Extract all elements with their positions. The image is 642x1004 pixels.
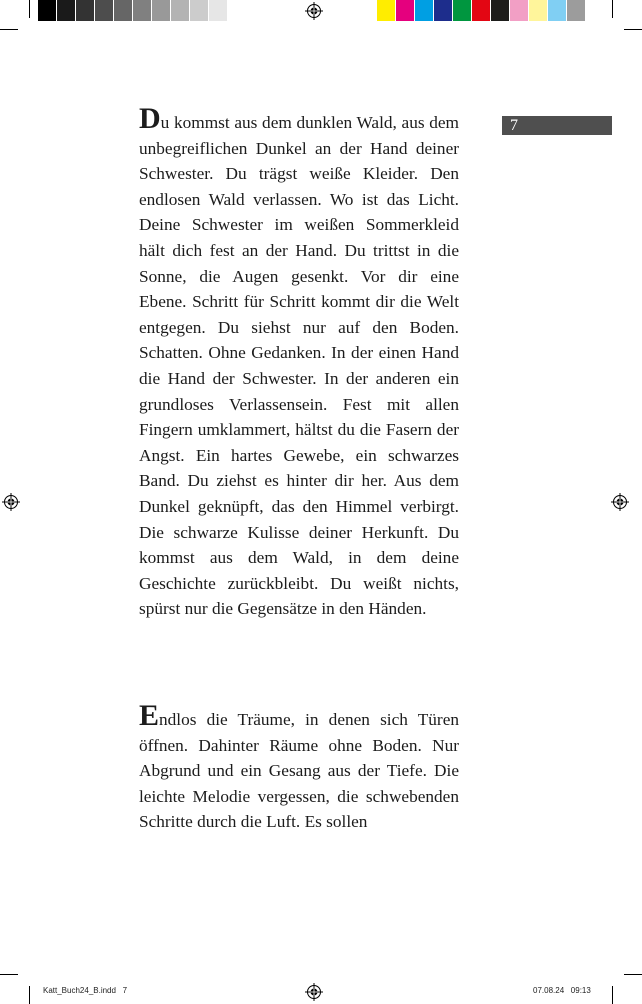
color-swatch bbox=[377, 0, 396, 21]
crop-mark-bottom-right-v bbox=[612, 986, 613, 1004]
color-swatch bbox=[510, 0, 529, 21]
gray-swatch bbox=[171, 0, 190, 21]
gray-swatch bbox=[114, 0, 133, 21]
gray-swatch bbox=[95, 0, 114, 21]
color-swatch bbox=[548, 0, 567, 21]
drop-initial: D bbox=[139, 102, 161, 135]
crop-mark-bottom-left-v bbox=[29, 986, 30, 1004]
registration-mark-bottom-icon bbox=[305, 983, 323, 1001]
color-swatch bbox=[396, 0, 415, 21]
color-swatch bbox=[472, 0, 491, 21]
slug-file-name: Katt_Buch24_B.indd 7 bbox=[43, 986, 128, 995]
gray-swatch bbox=[190, 0, 209, 21]
grayscale-color-bar bbox=[38, 0, 247, 21]
slug-date: 07.08.24 09:13 bbox=[533, 986, 591, 995]
gray-swatch bbox=[57, 0, 76, 21]
gray-swatch bbox=[228, 0, 247, 21]
crop-mark-top-right-h bbox=[624, 29, 642, 30]
color-swatch bbox=[529, 0, 548, 21]
process-color-bar bbox=[377, 0, 586, 21]
drop-initial: E bbox=[139, 699, 160, 732]
color-swatch bbox=[453, 0, 472, 21]
paragraph-text: ndlos die Träume, in denen sich Türen öffnen. Dahinter Räume ohne Boden. Nur Abgrund und ein Gesang aus der Tiefe. Die leichte Melodie vergessen, die schwebenden Schritte durch die Luft. Es sollen bbox=[139, 710, 459, 832]
crop-mark-top-left-h bbox=[0, 29, 18, 30]
gray-swatch bbox=[152, 0, 171, 21]
paragraph-1 bbox=[139, 102, 459, 622]
registration-mark-left-icon bbox=[2, 493, 20, 511]
registration-mark-right-icon bbox=[611, 493, 629, 511]
paragraph-text: u kommst aus dem dunklen Wald, aus dem unbegreiflichen Dunkel an der Hand deiner Schwester. Du trägst weiße Kleider. Den endlosen Wald verlassen. Wo ist das Licht. Deine Schwester im weißen Sommerkleid hält dich fest an der Hand. Du trittst in die Sonne, die Augen gesenkt. Vor dir eine Ebene. Schritt für Schritt kommt dir die Welt entgegen. Du siehst nur auf den Boden. Schatten. Ohne Gedanken. In der einen Hand die Hand der Schwester. In der anderen ein grundloses Verlassensein. Fest mit allen Fingern umklammert, hältst du die Fasern der Angst. Ein hartes Gewebe, ein schwarzes Band. Du ziehst es hinter dir her. Aus dem Dunkel geknüpft, das den Himmel verbirgt. Die schwarze Kulisse deiner Herkunft. Du kommst aus dem Wald, in dem deine Geschichte zurückbleibt. Du weißt nichts, spürst nur die Gegensätze in den Händen. bbox=[139, 113, 459, 619]
crop-mark-bottom-right-h bbox=[624, 974, 642, 975]
color-swatch bbox=[491, 0, 510, 21]
crop-mark-top-right-v bbox=[612, 0, 613, 18]
paragraph-2 bbox=[139, 699, 459, 835]
page-number: 7 bbox=[502, 116, 612, 135]
crop-mark-bottom-left-h bbox=[0, 974, 18, 975]
gray-swatch bbox=[209, 0, 228, 21]
gray-swatch bbox=[38, 0, 57, 21]
color-swatch bbox=[434, 0, 453, 21]
registration-mark-top-icon bbox=[305, 2, 323, 20]
crop-mark-top-left-v bbox=[29, 0, 30, 18]
gray-swatch bbox=[76, 0, 95, 21]
gray-swatch bbox=[133, 0, 152, 21]
color-swatch bbox=[415, 0, 434, 21]
color-swatch bbox=[567, 0, 586, 21]
